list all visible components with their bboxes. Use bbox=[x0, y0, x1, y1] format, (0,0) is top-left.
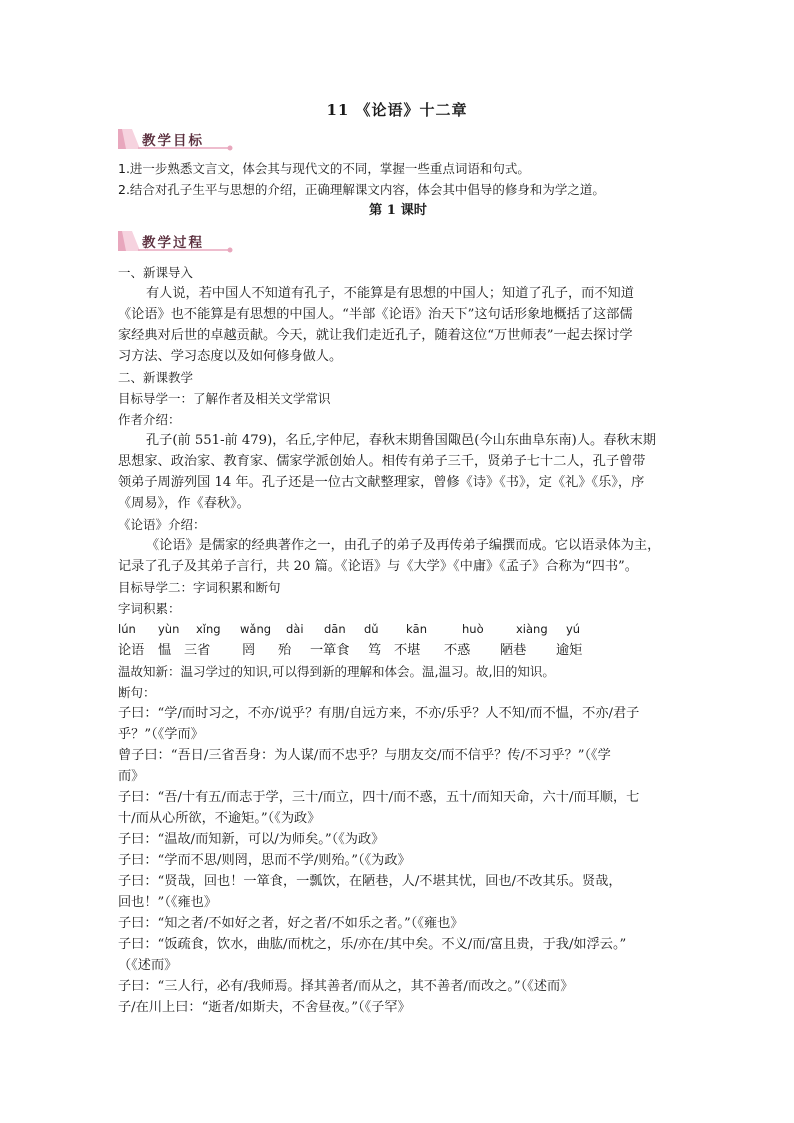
goal-heading: 目标导学一：了解作者及相关文学常识 bbox=[118, 391, 331, 406]
quote-line: 子曰：“吾/十有五/而志于学，三十/而立，四十/而不惑，五十/而知天命，六十/而耳顺，七 bbox=[118, 790, 640, 805]
paragraph-line: 《论语》也不能算是有思想的中国人。“半部《论语》治天下”这句话形象地概括了这部儒 bbox=[118, 307, 633, 322]
vocab-word: 陋巷 bbox=[500, 643, 527, 658]
quote-line: 回也！”（《雍也》 bbox=[118, 895, 218, 910]
pinyin-row bbox=[118, 619, 678, 640]
pinyin: kān bbox=[406, 622, 427, 636]
vocab-row bbox=[118, 640, 678, 661]
pinyin: wǎng bbox=[240, 622, 272, 636]
vocab-word: 不惑 bbox=[444, 643, 471, 658]
vocab-word: 论语 bbox=[118, 643, 145, 658]
section-banner-objectives bbox=[118, 127, 233, 151]
pinyin: huò bbox=[462, 622, 484, 636]
pinyin: dān bbox=[324, 622, 346, 636]
objectives-list bbox=[118, 158, 678, 221]
pinyin: yú bbox=[566, 622, 581, 636]
paragraph-line: 思想家、政治家、教育家、儒家学派创始人。相传有弟子三千，贤弟子七十二人，孔子曾带 bbox=[118, 454, 646, 469]
pinyin: dài bbox=[286, 622, 304, 636]
banner-label: 教学目标 bbox=[142, 133, 204, 149]
subheading-lunyu: 《论语》介绍： bbox=[118, 517, 206, 532]
subheading-vocab: 字词积累： bbox=[118, 601, 181, 616]
quote-line: 子曰：“饭疏食，饮水，曲肱/而枕之，乐/亦在/其中矣。不义/而/富且贵，于我/如浮云。” bbox=[118, 937, 627, 952]
quote-line: 子曰：“贤哉，回也！一箪食，一瓢饮，在陋巷，人/不堪其忧，回也/不改其乐。贤哉， bbox=[118, 874, 622, 889]
quote-line: 子曰：“三人行，必有/我师焉。择其善者/而从之，其不善者/而改之。”（《述而》 bbox=[118, 979, 574, 994]
subheading-duanju: 断句： bbox=[118, 685, 156, 700]
pinyin: dǔ bbox=[364, 622, 379, 636]
paragraph-line: 《论语》是儒家的经典著作之一，由孔子的弟子及再传弟子编撰而成。它以语录体为主， bbox=[146, 538, 661, 553]
quote-line: 子曰：“学而不思/则罔，思而不学/则殆。”（《为政》 bbox=[118, 853, 411, 868]
paragraph-line: 《周易》，作《春秋》。 bbox=[118, 496, 250, 511]
vocab-word: 殆 bbox=[278, 643, 292, 658]
main-body bbox=[118, 262, 678, 1018]
quote-line: 十/而从心所欲，不逾矩。”（《为政》 bbox=[118, 811, 321, 826]
page-title: 11 《论语》十二章 bbox=[326, 101, 468, 119]
section-heading: 一、新课导入 bbox=[118, 265, 194, 280]
vocab-word: 一箪食 bbox=[310, 643, 350, 658]
quote-line: 子曰：“温故/而知新，可以/为师矣。”（《为政》 bbox=[118, 832, 385, 847]
vocab-word: 笃 bbox=[368, 643, 382, 658]
quote-line: （《述而》 bbox=[118, 958, 178, 973]
pinyin: xiàng bbox=[516, 622, 548, 636]
section-heading: 二、新课教学 bbox=[118, 370, 194, 385]
vocab-word: 罔 bbox=[242, 643, 256, 658]
lesson-heading: 第 1 课时 bbox=[369, 203, 427, 218]
pinyin: lún bbox=[118, 622, 136, 636]
paragraph-line: 习方法、学习态度以及如何修身做人。 bbox=[118, 349, 343, 364]
quote-line: 子曰：“学/而时习之，不亦/说乎？有朋/自远方来，不亦/乐乎？人不知/而不愠，不亦/君子 bbox=[118, 706, 640, 721]
objective-item: 1.进一步熟悉文言文，体会其与现代文的不同，掌握一些重点词语和句式。 bbox=[118, 161, 530, 176]
paragraph-line: 孔子(前 551-前 479)，名丘,字仲尼，春秋末期鲁国陬邑(今山东曲阜东南)人。春秋末期 bbox=[146, 433, 656, 448]
quote-line: 子/在川上曰：“逝者/如斯夫，不舍昼夜。”（《子罕》 bbox=[118, 1000, 411, 1015]
pinyin: xǐng bbox=[196, 622, 221, 636]
vocab-word: 不堪 bbox=[394, 643, 421, 658]
paragraph-line: 记录了孔子及其弟子言行，共 20 篇。《论语》与《大学》《中庸》《孟子》合称为“四书”。 bbox=[118, 559, 638, 574]
paragraph-line: 家经典对后世的卓越贡献。今天，就让我们走近孔子，随着这位“万世师表”一起去探讨学 bbox=[118, 328, 633, 343]
quote-line: 子曰：“知之者/不如好之者，好之者/不如乐之者。”（《雍也》 bbox=[118, 916, 464, 931]
quote-line: 乎？”（《学而》 bbox=[118, 727, 204, 742]
vocab-word: 愠 bbox=[158, 643, 172, 658]
vocab-word: 三省 bbox=[184, 643, 211, 658]
quote-line: 而》 bbox=[118, 769, 145, 784]
pinyin: yùn bbox=[158, 622, 180, 636]
paragraph-line: 领弟子周游列国 14 年。孔子还是一位古文献整理家，曾修《诗》《书》，定《礼》《乐》，序 bbox=[118, 475, 645, 490]
goal-heading: 目标导学二：字词积累和断句 bbox=[118, 580, 281, 595]
subheading-author: 作者介绍： bbox=[118, 412, 181, 427]
wengu-line: 温故知新：温习学过的知识,可以得到新的理解和体会。温,温习。故,旧的知识。 bbox=[118, 664, 555, 679]
section-banner-process bbox=[118, 229, 233, 253]
paragraph-line: 有人说，若中国人不知道有孔子，不能算是有思想的中国人；知道了孔子，而不知道 bbox=[146, 286, 634, 301]
banner-label: 教学过程 bbox=[142, 235, 204, 251]
quote-line: 曾子曰：“吾日/三省吾身：为人谋/而不忠乎？与朋友交/而不信乎？传/不习乎？”（《学 bbox=[118, 748, 611, 763]
objective-item: 2.结合对孔子生平与思想的介绍，正确理解课文内容，体会其中倡导的修身和为学之道。 bbox=[118, 182, 605, 197]
vocab-word: 逾矩 bbox=[556, 643, 583, 658]
